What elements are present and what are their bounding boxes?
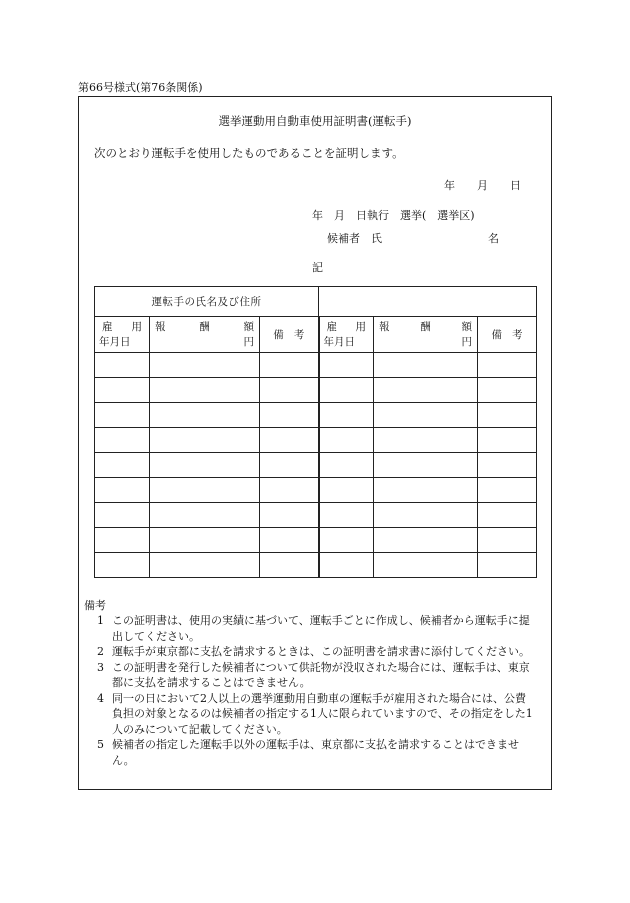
remuneration-cell[interactable] [374,428,478,453]
day-label: 日 [510,179,521,192]
certificate-frame [78,96,552,790]
employment-date-cell[interactable] [95,528,150,553]
remark-item [84,660,536,691]
employment-date-header: 雇 用 年月日 [319,317,374,353]
remuneration-cell[interactable] [150,478,260,503]
remuneration-cell[interactable] [374,378,478,403]
table-row [95,553,537,578]
note-cell[interactable] [260,478,319,503]
note-cell[interactable] [260,503,319,528]
remark-text: 同一の日において2人以上の選挙運動用自動車の運転手が雇用された場合には、公費負担の対象となるのは候補者の指定する1人に限られていますので、その指定をした1人のみについて記載してください。 [112,691,533,736]
note-cell[interactable] [260,553,319,578]
candidate-label: 候補者 氏 [327,232,382,245]
remuneration-cell[interactable] [374,478,478,503]
remuneration-header: 報 酬 額 円 [150,317,260,353]
candidate-name-suffix: 名 [488,232,499,245]
note-cell[interactable] [260,403,319,428]
remuneration-cell[interactable] [150,353,260,378]
remuneration-cell[interactable] [374,528,478,553]
employment-date-cell[interactable] [319,353,374,378]
employment-date-cell[interactable] [95,353,150,378]
note-cell[interactable] [478,378,537,403]
remark-text: 運転手が東京都に支払を請求するときは、この証明書を請求書に添付してください。 [112,645,530,658]
employment-date-cell[interactable] [95,403,150,428]
remarks-title: 備考 [84,599,106,612]
note-cell[interactable] [260,528,319,553]
remark-number: 5 [97,738,104,751]
remark-text: 候補者の指定した運転手以外の運転手は、東京都に支払を請求することはできません。 [112,738,519,767]
remuneration-header: 報 酬 額 円 [374,317,478,353]
note-cell[interactable] [260,428,319,453]
remark-number: 1 [97,614,104,627]
note-header: 備考 [478,317,537,353]
ki-label: 記 [312,261,323,274]
remark-number: 3 [97,660,104,674]
table-header-row [95,317,537,353]
employment-date-cell[interactable] [319,503,374,528]
note-cell[interactable] [260,453,319,478]
certification-statement: 次のとおり運転手を使用したものであることを証明します。 [94,146,404,160]
table-row [95,403,537,428]
remuneration-cell[interactable] [150,553,260,578]
remark-text: この証明書を発行した候補者について供託物が没収された場合には、運転手は、東京都に支払を請求することはできません。 [112,660,530,689]
table-row [95,428,537,453]
form-number: 第66号様式(第76条関係) [78,81,203,94]
employment-date-cell[interactable] [319,428,374,453]
employment-date-cell[interactable] [319,478,374,503]
remuneration-cell[interactable] [150,528,260,553]
employment-date-cell[interactable] [95,428,150,453]
remark-item [84,737,536,768]
issue-date [444,177,521,193]
remark-item [84,613,536,644]
remark-item [84,691,536,738]
month-label: 月 [477,179,488,192]
remuneration-cell[interactable] [374,453,478,478]
note-cell[interactable] [478,553,537,578]
employment-date-cell[interactable] [95,553,150,578]
employment-date-cell[interactable] [95,453,150,478]
remarks-list [84,613,536,768]
table-row [95,378,537,403]
remuneration-cell[interactable] [374,403,478,428]
driver-name-row [95,287,537,317]
certificate-title: 選挙運動用自動車使用証明書(運転手) [218,114,412,128]
note-cell[interactable] [260,353,319,378]
employment-date-cell[interactable] [319,403,374,428]
remuneration-cell[interactable] [150,403,260,428]
year-label: 年 [444,179,455,192]
employment-date-header: 雇 用 年月日 [95,317,150,353]
note-cell[interactable] [478,528,537,553]
note-cell[interactable] [478,503,537,528]
employment-date-cell[interactable] [95,378,150,403]
remark-item [84,644,536,660]
employment-date-cell[interactable] [319,528,374,553]
table-row [95,353,537,378]
note-cell[interactable] [478,403,537,428]
remuneration-cell[interactable] [150,503,260,528]
election-line: 年 月 日執行 選挙( 選挙区) [312,209,475,222]
note-cell[interactable] [478,453,537,478]
remuneration-cell[interactable] [150,378,260,403]
table-row [95,453,537,478]
employment-date-cell[interactable] [95,478,150,503]
table-row [95,503,537,528]
remuneration-cell[interactable] [374,553,478,578]
note-cell[interactable] [478,478,537,503]
remark-text: この証明書は、使用の実績に基づいて、運転手ごとに作成し、候補者から運転手に提出してください。 [112,614,530,643]
driver-name-label: 運転手の氏名及び住所 [95,287,319,317]
driver-usage-table [94,286,537,578]
remark-number: 2 [97,645,104,658]
remuneration-cell[interactable] [150,453,260,478]
note-header: 備考 [260,317,319,353]
remuneration-cell[interactable] [374,353,478,378]
employment-date-cell[interactable] [95,503,150,528]
employment-date-cell[interactable] [319,378,374,403]
employment-date-cell[interactable] [319,453,374,478]
table-row [95,478,537,503]
remuneration-cell[interactable] [374,503,478,528]
remark-number: 4 [97,691,104,705]
note-cell[interactable] [260,378,319,403]
employment-date-cell[interactable] [319,553,374,578]
remuneration-cell[interactable] [150,428,260,453]
note-cell[interactable] [478,353,537,378]
table-row [95,528,537,553]
note-cell[interactable] [478,428,537,453]
driver-name-field[interactable] [319,287,537,317]
